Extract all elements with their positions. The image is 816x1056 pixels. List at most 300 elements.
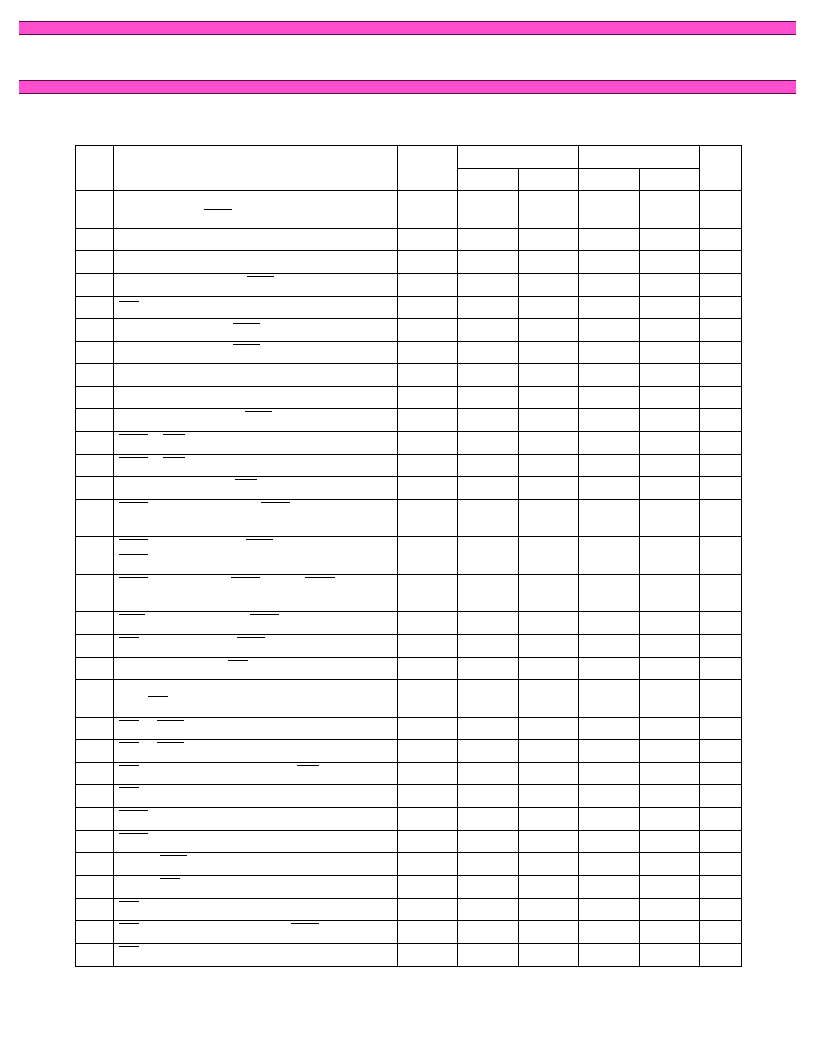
value-cell <box>76 718 114 740</box>
value-cell <box>398 432 458 455</box>
value-cell <box>398 831 458 853</box>
parameter-cell <box>114 853 398 876</box>
overline-mark <box>233 344 260 345</box>
value-cell <box>519 387 579 409</box>
value-cell <box>579 364 640 387</box>
value-cell <box>700 718 742 740</box>
value-cell <box>76 921 114 944</box>
parameter-cell <box>114 740 398 763</box>
value-cell <box>519 409 579 432</box>
value-cell <box>579 876 640 899</box>
value-cell <box>398 575 458 612</box>
overline-mark <box>297 765 319 766</box>
value-cell <box>398 409 458 432</box>
table-row <box>76 537 742 575</box>
value-cell <box>398 718 458 740</box>
value-cell <box>398 763 458 785</box>
value-cell <box>519 432 579 455</box>
value-cell <box>76 899 114 921</box>
header-sub-a1-cell <box>458 169 519 191</box>
value-cell <box>579 944 640 967</box>
value-cell <box>700 191 742 229</box>
value-cell <box>398 612 458 635</box>
value-cell <box>76 853 114 876</box>
value-cell <box>700 342 742 364</box>
parameter-cell <box>114 537 398 575</box>
value-cell <box>700 853 742 876</box>
value-cell <box>519 785 579 808</box>
value-cell <box>640 658 700 680</box>
value-cell <box>458 785 519 808</box>
header-sub-a2-cell <box>519 169 579 191</box>
value-cell <box>458 191 519 229</box>
table-header-row <box>76 146 742 169</box>
parameter-cell <box>114 364 398 387</box>
value-cell <box>398 251 458 274</box>
value-cell <box>76 342 114 364</box>
value-cell <box>519 876 579 899</box>
value-cell <box>398 876 458 899</box>
value-cell <box>519 319 579 342</box>
value-cell <box>579 319 640 342</box>
overline-mark <box>119 901 139 902</box>
value-cell <box>640 808 700 831</box>
overline-mark <box>119 810 148 811</box>
parameter-cell <box>114 831 398 853</box>
value-cell <box>579 831 640 853</box>
overline-mark <box>250 614 279 615</box>
value-cell <box>398 319 458 342</box>
value-cell <box>398 899 458 921</box>
value-cell <box>398 191 458 229</box>
value-cell <box>76 387 114 409</box>
value-cell <box>398 740 458 763</box>
value-cell <box>519 718 579 740</box>
value-cell <box>579 409 640 432</box>
value-cell <box>640 537 700 575</box>
value-cell <box>640 680 700 718</box>
overline-mark <box>119 457 148 458</box>
value-cell <box>519 455 579 477</box>
parameter-cell <box>114 387 398 409</box>
value-cell <box>640 477 700 500</box>
value-cell <box>76 274 114 297</box>
value-cell <box>398 274 458 297</box>
overline-mark <box>235 479 257 480</box>
value-cell <box>458 500 519 537</box>
table-row <box>76 229 742 251</box>
value-cell <box>579 477 640 500</box>
value-cell <box>640 763 700 785</box>
parameter-cell <box>114 763 398 785</box>
value-cell <box>76 455 114 477</box>
value-cell <box>579 500 640 537</box>
value-cell <box>579 635 640 658</box>
parameter-cell <box>114 808 398 831</box>
value-cell <box>398 921 458 944</box>
value-cell <box>398 944 458 967</box>
parameter-cell <box>114 680 398 718</box>
value-cell <box>458 342 519 364</box>
value-cell <box>579 658 640 680</box>
value-cell <box>76 680 114 718</box>
overline-mark <box>247 276 274 277</box>
table-row <box>76 740 742 763</box>
overline-mark <box>204 209 232 210</box>
parameter-cell <box>114 575 398 612</box>
value-cell <box>700 635 742 658</box>
value-cell <box>398 537 458 575</box>
parameter-cell <box>114 477 398 500</box>
value-cell <box>458 297 519 319</box>
parameter-cell <box>114 658 398 680</box>
value-cell <box>579 680 640 718</box>
value-cell <box>640 387 700 409</box>
value-cell <box>700 477 742 500</box>
parameter-cell <box>114 229 398 251</box>
value-cell <box>398 500 458 537</box>
overline-mark <box>119 434 148 435</box>
value-cell <box>700 455 742 477</box>
value-cell <box>579 612 640 635</box>
value-cell <box>398 342 458 364</box>
value-cell <box>519 921 579 944</box>
parameter-cell <box>114 899 398 921</box>
value-cell <box>640 432 700 455</box>
overline-mark <box>163 434 185 435</box>
table-row <box>76 612 742 635</box>
value-cell <box>519 537 579 575</box>
overline-mark <box>119 923 139 924</box>
table-row <box>76 274 742 297</box>
value-cell <box>579 899 640 921</box>
value-cell <box>579 718 640 740</box>
table-row <box>76 409 742 432</box>
overline-mark <box>233 323 260 324</box>
value-cell <box>76 612 114 635</box>
value-cell <box>458 409 519 432</box>
spec-table <box>75 145 742 967</box>
value-cell <box>579 455 640 477</box>
value-cell <box>76 409 114 432</box>
header-group-b-cell <box>579 146 700 169</box>
value-cell <box>76 763 114 785</box>
value-cell <box>519 342 579 364</box>
table-row <box>76 763 742 785</box>
value-cell <box>700 921 742 944</box>
value-cell <box>398 364 458 387</box>
overline-mark <box>119 577 148 578</box>
parameter-cell <box>114 319 398 342</box>
value-cell <box>640 251 700 274</box>
overline-mark <box>163 457 185 458</box>
value-cell <box>700 899 742 921</box>
parameter-cell <box>114 944 398 967</box>
value-cell <box>519 899 579 921</box>
value-cell <box>700 680 742 718</box>
overline-mark <box>157 742 184 743</box>
value-cell <box>76 658 114 680</box>
parameter-cell <box>114 191 398 229</box>
value-cell <box>579 229 640 251</box>
value-cell <box>700 251 742 274</box>
parameter-cell <box>114 432 398 455</box>
table-row <box>76 477 742 500</box>
value-cell <box>458 575 519 612</box>
value-cell <box>640 740 700 763</box>
value-cell <box>458 319 519 342</box>
value-cell <box>519 740 579 763</box>
value-cell <box>398 229 458 251</box>
table-row <box>76 364 742 387</box>
parameter-cell <box>114 612 398 635</box>
value-cell <box>458 808 519 831</box>
header-bar-section <box>19 80 796 94</box>
value-cell <box>700 319 742 342</box>
value-cell <box>700 876 742 899</box>
table-row <box>76 876 742 899</box>
value-cell <box>76 876 114 899</box>
value-cell <box>640 635 700 658</box>
value-cell <box>640 409 700 432</box>
parameter-cell <box>114 718 398 740</box>
value-cell <box>458 274 519 297</box>
value-cell <box>76 432 114 455</box>
overline-mark <box>119 720 139 721</box>
value-cell <box>640 191 700 229</box>
value-cell <box>458 944 519 967</box>
overline-mark <box>119 502 148 503</box>
value-cell <box>76 500 114 537</box>
table-row <box>76 853 742 876</box>
header-parameter-cell <box>114 146 398 191</box>
parameter-cell <box>114 455 398 477</box>
parameter-cell <box>114 785 398 808</box>
value-cell <box>700 831 742 853</box>
parameter-cell <box>114 876 398 899</box>
value-cell <box>458 763 519 785</box>
value-cell <box>76 537 114 575</box>
value-cell <box>398 635 458 658</box>
value-cell <box>519 944 579 967</box>
value-cell <box>519 229 579 251</box>
value-cell <box>700 229 742 251</box>
header-bar-top <box>19 21 796 35</box>
overline-mark <box>305 577 335 578</box>
parameter-cell <box>114 500 398 537</box>
header-group-a-cell <box>458 146 579 169</box>
value-cell <box>519 853 579 876</box>
table-row <box>76 718 742 740</box>
value-cell <box>519 364 579 387</box>
value-cell <box>640 274 700 297</box>
value-cell <box>700 763 742 785</box>
value-cell <box>458 899 519 921</box>
overline-mark <box>231 577 260 578</box>
value-cell <box>458 364 519 387</box>
overline-mark <box>245 411 272 412</box>
value-cell <box>398 680 458 718</box>
value-cell <box>519 763 579 785</box>
value-cell <box>76 364 114 387</box>
value-cell <box>579 432 640 455</box>
value-cell <box>640 785 700 808</box>
value-cell <box>700 297 742 319</box>
value-cell <box>458 853 519 876</box>
value-cell <box>700 500 742 537</box>
value-cell <box>700 944 742 967</box>
parameter-cell <box>114 297 398 319</box>
overline-mark <box>160 878 180 879</box>
overline-mark <box>237 637 265 638</box>
value-cell <box>700 432 742 455</box>
table-row <box>76 387 742 409</box>
value-cell <box>640 944 700 967</box>
value-cell <box>640 575 700 612</box>
overline-mark <box>148 696 168 697</box>
value-cell <box>458 477 519 500</box>
value-cell <box>640 364 700 387</box>
value-cell <box>458 718 519 740</box>
overline-mark <box>119 301 139 302</box>
table-row <box>76 455 742 477</box>
value-cell <box>519 635 579 658</box>
value-cell <box>640 500 700 537</box>
overline-mark <box>291 923 319 924</box>
parameter-cell <box>114 635 398 658</box>
parameter-cell <box>114 342 398 364</box>
value-cell <box>458 876 519 899</box>
value-cell <box>458 537 519 575</box>
value-cell <box>76 785 114 808</box>
value-cell <box>76 575 114 612</box>
table-row <box>76 831 742 853</box>
value-cell <box>700 808 742 831</box>
value-cell <box>700 409 742 432</box>
value-cell <box>458 921 519 944</box>
value-cell <box>640 899 700 921</box>
value-cell <box>700 612 742 635</box>
value-cell <box>458 740 519 763</box>
value-cell <box>640 319 700 342</box>
value-cell <box>700 658 742 680</box>
table-row <box>76 432 742 455</box>
overline-mark <box>119 946 139 947</box>
value-cell <box>458 229 519 251</box>
value-cell <box>640 853 700 876</box>
table-row <box>76 635 742 658</box>
value-cell <box>700 274 742 297</box>
value-cell <box>579 740 640 763</box>
header-num-cell <box>76 146 114 191</box>
value-cell <box>579 274 640 297</box>
value-cell <box>579 251 640 274</box>
value-cell <box>579 785 640 808</box>
value-cell <box>76 477 114 500</box>
value-cell <box>579 575 640 612</box>
overline-mark <box>119 742 139 743</box>
value-cell <box>519 575 579 612</box>
table-row <box>76 342 742 364</box>
value-cell <box>640 876 700 899</box>
overline-mark <box>160 855 187 856</box>
table-row <box>76 297 742 319</box>
value-cell <box>700 537 742 575</box>
value-cell <box>519 680 579 718</box>
value-cell <box>700 785 742 808</box>
value-cell <box>458 612 519 635</box>
table-row <box>76 944 742 967</box>
value-cell <box>76 251 114 274</box>
value-cell <box>458 831 519 853</box>
value-cell <box>458 251 519 274</box>
value-cell <box>640 831 700 853</box>
overline-mark <box>119 765 139 766</box>
table-row <box>76 899 742 921</box>
table-row <box>76 808 742 831</box>
table-row <box>76 191 742 229</box>
value-cell <box>519 500 579 537</box>
value-cell <box>640 342 700 364</box>
value-cell <box>579 808 640 831</box>
value-cell <box>579 921 640 944</box>
parameter-cell <box>114 409 398 432</box>
value-cell <box>640 229 700 251</box>
overline-mark <box>119 539 148 540</box>
header-symbol-cell <box>398 146 458 191</box>
parameter-cell <box>114 251 398 274</box>
header-sub-b2-cell <box>640 169 700 191</box>
value-cell <box>700 575 742 612</box>
value-cell <box>76 831 114 853</box>
value-cell <box>76 808 114 831</box>
value-cell <box>519 251 579 274</box>
value-cell <box>640 297 700 319</box>
overline-mark <box>119 637 139 638</box>
overline-mark <box>119 833 148 834</box>
value-cell <box>76 297 114 319</box>
value-cell <box>398 785 458 808</box>
value-cell <box>519 274 579 297</box>
value-cell <box>519 191 579 229</box>
value-cell <box>458 658 519 680</box>
table-row <box>76 680 742 718</box>
value-cell <box>579 342 640 364</box>
value-cell <box>579 763 640 785</box>
value-cell <box>398 455 458 477</box>
table-row <box>76 785 742 808</box>
table-row <box>76 575 742 612</box>
value-cell <box>398 387 458 409</box>
value-cell <box>700 364 742 387</box>
header-sub-b1-cell <box>579 169 640 191</box>
table-row <box>76 658 742 680</box>
value-cell <box>700 740 742 763</box>
overline-mark <box>157 720 184 721</box>
overline-mark <box>228 660 248 661</box>
parameter-cell <box>114 274 398 297</box>
value-cell <box>519 831 579 853</box>
value-cell <box>579 191 640 229</box>
value-cell <box>519 658 579 680</box>
value-cell <box>579 297 640 319</box>
value-cell <box>579 387 640 409</box>
value-cell <box>640 455 700 477</box>
value-cell <box>76 319 114 342</box>
value-cell <box>640 718 700 740</box>
overline-mark <box>246 539 273 540</box>
value-cell <box>579 537 640 575</box>
